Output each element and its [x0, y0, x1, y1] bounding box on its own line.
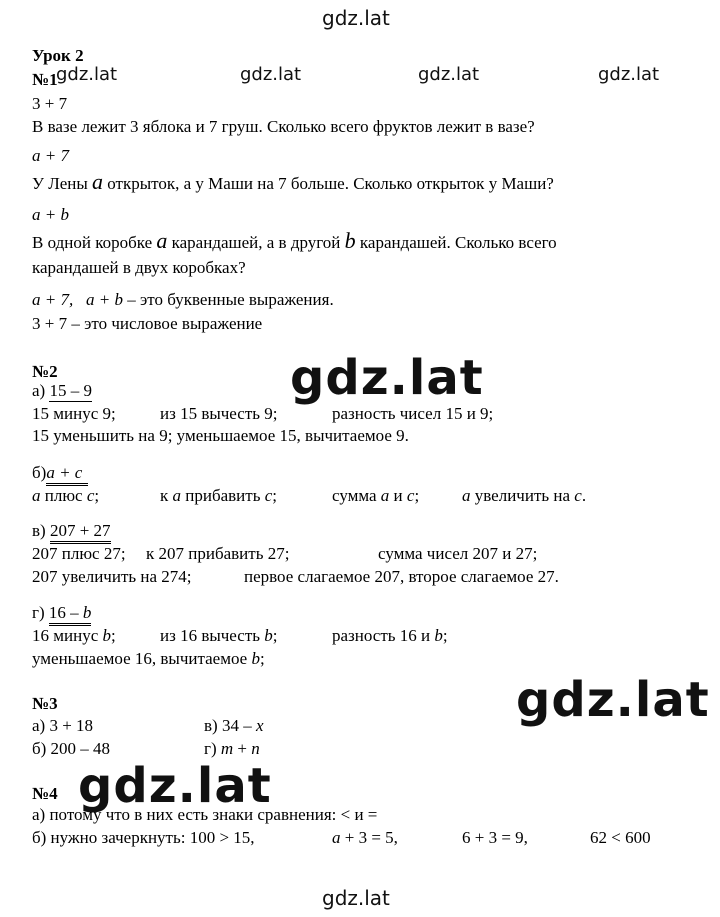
text: увеличить на	[470, 486, 575, 505]
variable-b: b	[344, 228, 356, 253]
item-a-label: а)	[32, 381, 46, 400]
var-a: a	[32, 486, 41, 505]
text: плюс	[40, 486, 87, 505]
text: в) 34 –	[204, 716, 256, 735]
text: и	[389, 486, 407, 505]
text: ;	[94, 486, 100, 505]
item-b-reading-2	[160, 486, 277, 506]
expression-a-plus-b: a + b	[32, 205, 69, 224]
var-b: b	[102, 626, 111, 645]
text: 16 –	[48, 603, 83, 622]
var-m: m	[220, 739, 234, 758]
text: ;	[414, 486, 420, 505]
watermark-big-1: gdz.lat	[290, 350, 484, 406]
item-v-label: в)	[32, 521, 46, 540]
item-v-reading-2: к 207 прибавить 27;	[146, 544, 290, 563]
conclusion-expr-2: a + b	[85, 290, 123, 309]
text: г)	[204, 739, 221, 758]
item-a-reading-1: 15 минус 9;	[32, 404, 116, 423]
item-b-header	[32, 463, 88, 483]
problem-postcards-text-1: У Лены	[32, 174, 93, 193]
var-c: c	[264, 486, 273, 505]
text: ;	[259, 649, 265, 668]
text: +	[233, 739, 252, 758]
text: прибавить	[181, 486, 265, 505]
var-a: a	[332, 828, 341, 847]
item-a-expression: 15 – 9	[49, 381, 92, 400]
s3-item-b: б) 200 – 48	[32, 739, 111, 758]
s4-item-b-1: б) нужно зачеркнуть: 100 > 15,	[32, 828, 255, 847]
watermark-big-3: gdz.lat	[78, 758, 272, 814]
conclusion-numeric-expression: 3 + 7 – это числовое выражение	[32, 314, 263, 333]
s3-item-v	[204, 716, 264, 736]
item-b-reading-4	[462, 486, 586, 506]
var-a: a	[462, 486, 471, 505]
item-v-reading-1: 207 плюс 27;	[32, 544, 126, 563]
text: сумма	[332, 486, 381, 505]
item-b-label: б)	[32, 463, 47, 482]
item-g-reading-2	[160, 626, 278, 646]
section-2-heading: №2	[32, 362, 58, 381]
var-b: b	[264, 626, 273, 645]
var-c: c	[406, 486, 415, 505]
item-a-reading-2: из 15 вычесть 9;	[160, 404, 278, 423]
item-v-reading-3: сумма чисел 207 и 27;	[378, 544, 538, 563]
item-g-expression	[49, 603, 92, 626]
section-3-heading: №3	[32, 694, 58, 713]
var-a: a	[172, 486, 182, 505]
expression-3-plus-7: 3 + 7	[32, 94, 68, 113]
text: из 16 вычесть	[160, 626, 265, 645]
s4-item-b-3: 6 + 3 = 9,	[462, 828, 528, 847]
text: ;	[111, 626, 116, 645]
watermark-big-2: gdz.lat	[516, 672, 710, 728]
watermark-row-2: gdz.lat	[240, 64, 302, 85]
s4-item-b-2	[332, 828, 398, 848]
problem-pencils-line-1	[32, 228, 557, 253]
item-a-header	[32, 381, 92, 401]
problem-pencils-text-3: карандашей. Сколько всего	[355, 233, 557, 252]
conclusion-text-1: – это буквенные выражения.	[122, 290, 334, 309]
s4-item-b-4: 62 < 600	[590, 828, 651, 847]
var-c: c	[574, 486, 582, 505]
text: к	[160, 486, 173, 505]
text: уменьшаемое 16, вычитаемое	[32, 649, 252, 668]
variable-a: a	[92, 169, 104, 194]
text: .	[581, 486, 587, 505]
text: разность 16 и	[332, 626, 435, 645]
item-b-expression: a + c	[46, 463, 88, 486]
text: + 3 = 5,	[340, 828, 398, 847]
problem-postcards	[32, 169, 554, 194]
conclusion-expr-1: a + 7,	[32, 290, 74, 309]
problem-pencils-text-2: карандашей, а в другой	[167, 233, 345, 252]
item-g-reading-4	[32, 649, 265, 669]
watermark-bottom: gdz.lat	[322, 886, 390, 910]
item-a-reading-4: 15 уменьшить на 9; уменьшаемое 15, вычитаемое 9.	[32, 426, 409, 445]
var-c: c	[86, 486, 95, 505]
watermark-row-1: gdz.lat	[56, 64, 118, 85]
item-g-reading-3	[332, 626, 448, 646]
var-a: a	[380, 486, 390, 505]
item-v-reading-4: 207 увеличить на 274;	[32, 567, 192, 586]
text: ;	[272, 626, 278, 645]
problem-pencils-line-2: карандашей в двух коробках?	[32, 258, 246, 277]
item-b-reading-1	[32, 486, 99, 506]
item-g-reading-1	[32, 626, 116, 646]
section-4-heading: №4	[32, 784, 58, 803]
lesson-title: Урок 2	[32, 46, 84, 65]
item-v-expression: 207 + 27	[50, 521, 111, 544]
item-g-header	[32, 603, 91, 623]
section-1-heading: №1	[32, 70, 58, 89]
expression-a-plus-7: a + 7	[32, 146, 69, 165]
var-b: b	[434, 626, 443, 645]
problem-postcards-text-2: открыток, а у Маши на 7 больше. Сколько открыток у Маши?	[103, 174, 554, 193]
conclusion-letter-expressions	[32, 290, 334, 310]
var-b: b	[251, 649, 260, 668]
variable-a: a	[156, 228, 168, 253]
item-g-label: г)	[32, 603, 45, 622]
problem-fruits: В вазе лежит 3 яблока и 7 груш. Сколько всего фруктов лежит в вазе?	[32, 117, 535, 136]
item-v-reading-5: первое слагаемое 207, второе слагаемое 27.	[244, 567, 559, 586]
s3-item-a: а) 3 + 18	[32, 716, 94, 735]
s4-item-a: а) потому что в них есть знаки сравнения: < и =	[32, 805, 378, 824]
item-b-reading-3	[332, 486, 419, 506]
item-v-header	[32, 521, 111, 541]
watermark-top: gdz.lat	[322, 6, 390, 30]
text: 16 минус	[32, 626, 103, 645]
watermark-row-3: gdz.lat	[418, 64, 480, 85]
s3-item-g	[204, 739, 260, 759]
text: ;	[272, 486, 277, 505]
var-b: b	[82, 603, 92, 622]
problem-pencils-text-1: В одной коробке	[32, 233, 157, 252]
item-a-reading-3: разность чисел 15 и 9;	[332, 404, 494, 423]
text: ;	[442, 626, 448, 645]
watermark-row-4: gdz.lat	[598, 64, 660, 85]
var-x: x	[255, 716, 264, 735]
var-n: n	[251, 739, 260, 758]
